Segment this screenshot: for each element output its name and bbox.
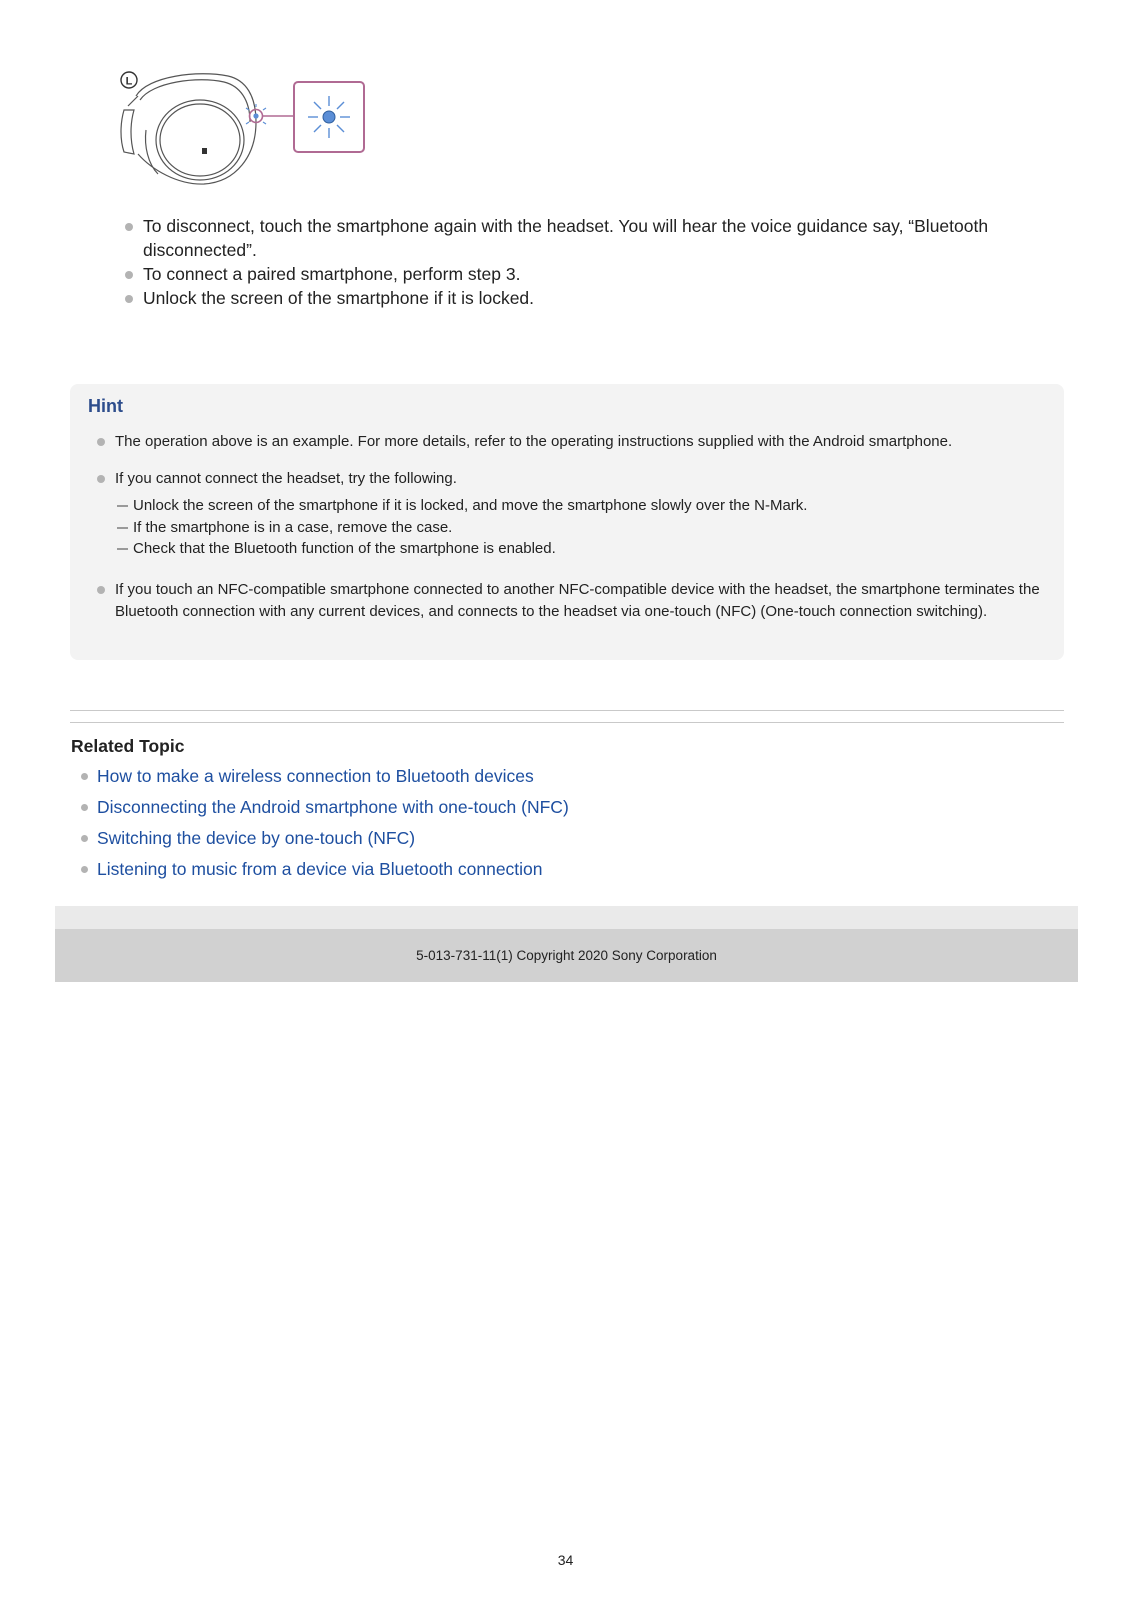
sub-item-text: If the smartphone is in a case, remove the case. xyxy=(133,518,453,536)
list-item xyxy=(80,764,569,795)
bullet-icon xyxy=(81,866,88,873)
bullet-icon xyxy=(125,223,133,231)
sub-item-text: Unlock the screen of the smartphone if it is locked, and move the smartphone slowly over the N-Mark. xyxy=(133,497,808,514)
list-item xyxy=(122,262,1052,286)
related-link[interactable]: Disconnecting the Android smartphone with one-touch (NFC) xyxy=(97,797,569,817)
headset-earcup-icon xyxy=(121,74,256,184)
hint-title: Hint xyxy=(88,396,123,416)
bullet-icon xyxy=(97,475,105,483)
copyright-text: 5-013-731-11(1) Copyright 2020 Sony Corporation xyxy=(416,948,717,963)
note-text: To connect a paired smartphone, perform step 3. xyxy=(143,264,521,284)
hint-item xyxy=(97,468,1045,490)
footer xyxy=(55,929,1078,982)
divider xyxy=(70,710,1064,711)
bullet-icon xyxy=(81,835,88,842)
hint-sub-list xyxy=(117,495,1017,560)
left-side-marker-icon xyxy=(121,72,137,88)
hint-box xyxy=(70,384,1064,660)
related-link[interactable]: How to make a wireless connection to Bluetooth devices xyxy=(97,766,534,786)
hint-text: If you touch an NFC-compatible smartphone connected to another NFC-compatible device with the headset, the smartphone terminates the Bluetooth connection with any current devices, and connects to the headset via one-touch (NFC) (One-touch connection switching). xyxy=(115,581,1040,620)
sub-item-text: Check that the Bluetooth function of the smartphone is enabled. xyxy=(133,540,556,557)
bullet-icon xyxy=(97,438,105,446)
dash-icon xyxy=(117,527,128,529)
hint-text: If you cannot connect the headset, try the following. xyxy=(115,470,457,487)
hint-item xyxy=(97,431,1045,453)
note-text: Unlock the screen of the smartphone if it is locked. xyxy=(143,288,535,308)
divider xyxy=(70,722,1064,723)
bullet-icon xyxy=(97,586,105,594)
bullet-icon xyxy=(81,773,88,780)
bullet-icon xyxy=(81,804,88,811)
list-item xyxy=(117,495,1017,517)
list-item xyxy=(80,795,569,826)
list-item xyxy=(122,286,1052,310)
dash-icon xyxy=(117,548,128,550)
svg-text:L: L xyxy=(125,75,133,88)
list-item xyxy=(117,517,1017,539)
list-item xyxy=(122,214,1052,262)
list-item xyxy=(117,538,1017,560)
indicator-zoom-icon xyxy=(294,82,364,152)
related-link[interactable]: Listening to music from a device via Bluetooth connection xyxy=(97,859,543,879)
hint-item xyxy=(97,579,1045,622)
related-topic-title: Related Topic xyxy=(71,736,185,756)
footer-band xyxy=(55,906,1078,929)
headset-indicator-illustration xyxy=(118,66,368,190)
list-item xyxy=(80,826,569,857)
bullet-icon xyxy=(125,271,133,279)
page-number: 34 xyxy=(557,1552,574,1568)
note-text: To disconnect, touch the smartphone again with the headset. You will hear the voice guidance say, “Bluetooth disconnected”. xyxy=(143,216,989,260)
related-links-list xyxy=(80,764,569,888)
list-item xyxy=(80,857,569,888)
related-link[interactable]: Switching the device by one-touch (NFC) xyxy=(97,828,416,848)
hint-text: The operation above is an example. For more details, refer to the operating instructions supplied with the Android smartphone. xyxy=(115,433,953,450)
bullet-icon xyxy=(125,295,133,303)
dash-icon xyxy=(117,505,128,507)
notes-list xyxy=(122,214,1052,310)
